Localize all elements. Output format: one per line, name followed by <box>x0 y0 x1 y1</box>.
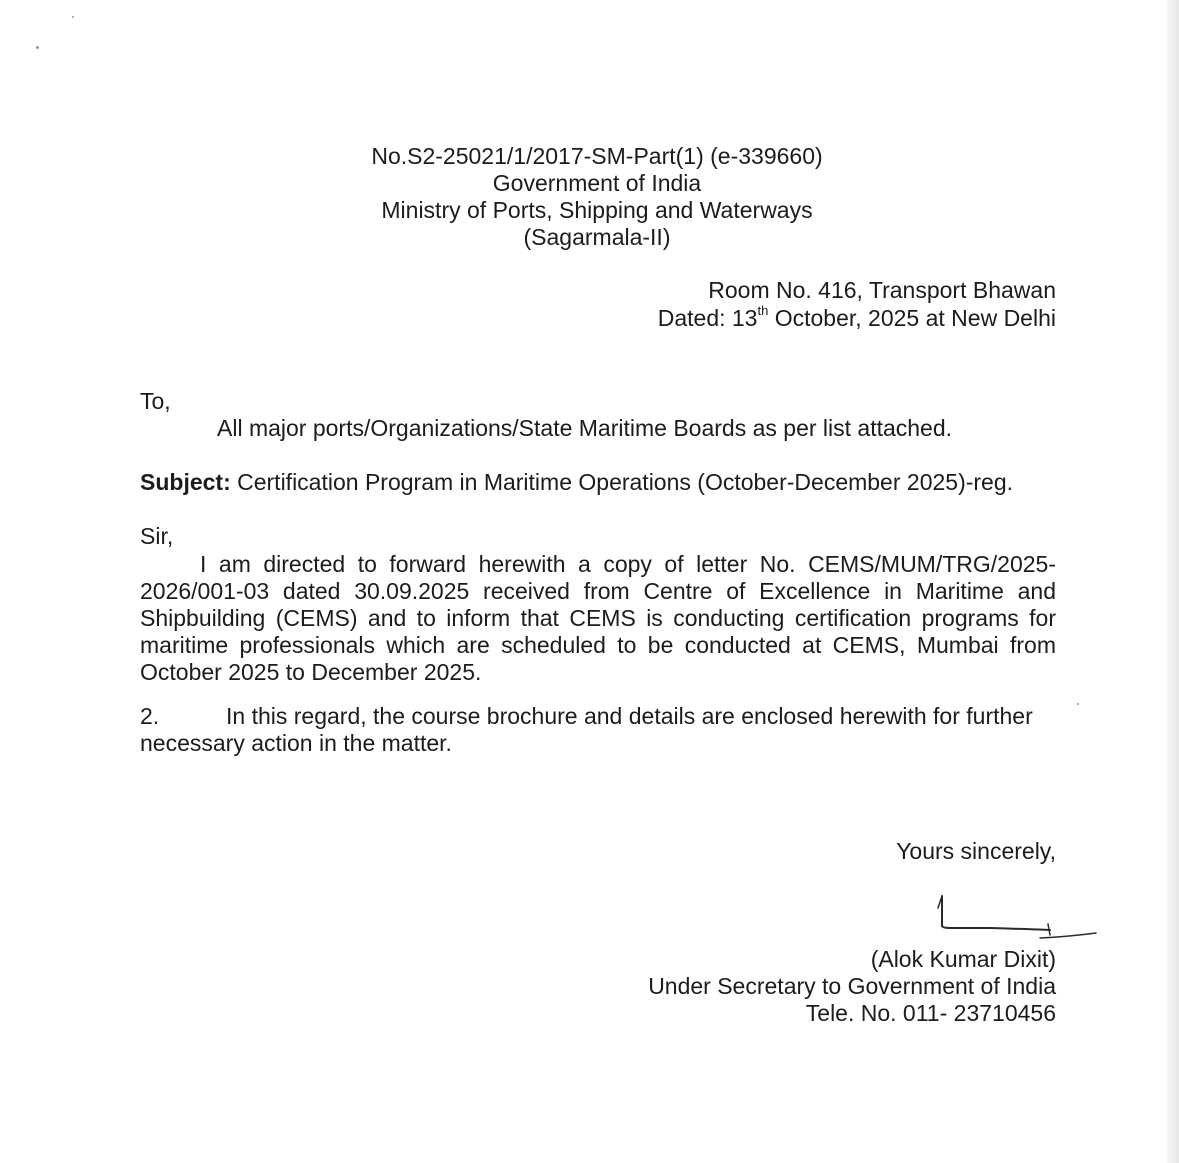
paragraph-2-text: In this regard, the course brochure and details are enclosed herewith for further necessary action in the matter. <box>140 703 1033 756</box>
closing-line: Yours sincerely, <box>896 838 1056 864</box>
subject-label: Subject: <box>140 469 231 495</box>
page-edge-shadow <box>1167 0 1179 1163</box>
date-ordinal: th <box>757 303 769 319</box>
division-name: (Sagarmala-II) <box>523 224 671 250</box>
scan-speck <box>1077 703 1079 705</box>
to-label: To, <box>140 388 171 414</box>
subject-text: Certification Program in Maritime Operations (October-December 2025)-reg. <box>230 469 1014 495</box>
signatory-designation: Under Secretary to Government of India <box>648 973 1056 999</box>
scan-speck <box>72 16 74 18</box>
government-name: Government of India <box>492 170 702 196</box>
letter-date <box>658 305 1056 333</box>
scan-speck <box>36 46 39 49</box>
signatory-name: (Alok Kumar Dixit) <box>870 946 1056 972</box>
paragraph-number: 2. <box>140 703 160 729</box>
recipient-line: All major ports/Organizations/State Maritime Boards as per list attached. <box>217 415 953 441</box>
paragraph-1: I am directed to forward herewith a copy of letter No. CEMS/MUM/TRG/2025-2026/001-03 dated 30.09.2025 received from Centre of Excellence in Maritime and Shipbuilding (CEMS) and to inform that CEMS is conducting certification programs for maritime professionals which are scheduled to be conducted at CEMS, Mumbai from October 2025 to December 2025. <box>140 551 1056 685</box>
signatory-phone: Tele. No. 011- 23710456 <box>805 1000 1056 1026</box>
subject-line <box>140 469 1060 496</box>
salutation: Sir, <box>140 523 174 549</box>
signatory-block <box>648 946 1056 1027</box>
ministry-name: Ministry of Ports, Shipping and Waterways <box>381 197 813 223</box>
date-suffix: October, 2025 at New Delhi <box>768 305 1056 331</box>
sender-address <box>658 277 1056 333</box>
paragraph-2 <box>140 703 1056 757</box>
file-number: No.S2-25021/1/2017-SM-Part(1) (e-339660) <box>371 143 823 169</box>
date-prefix: Dated: 13 <box>657 305 758 331</box>
room-address: Room No. 416, Transport Bhawan <box>708 277 1056 303</box>
letter-header <box>297 143 897 251</box>
